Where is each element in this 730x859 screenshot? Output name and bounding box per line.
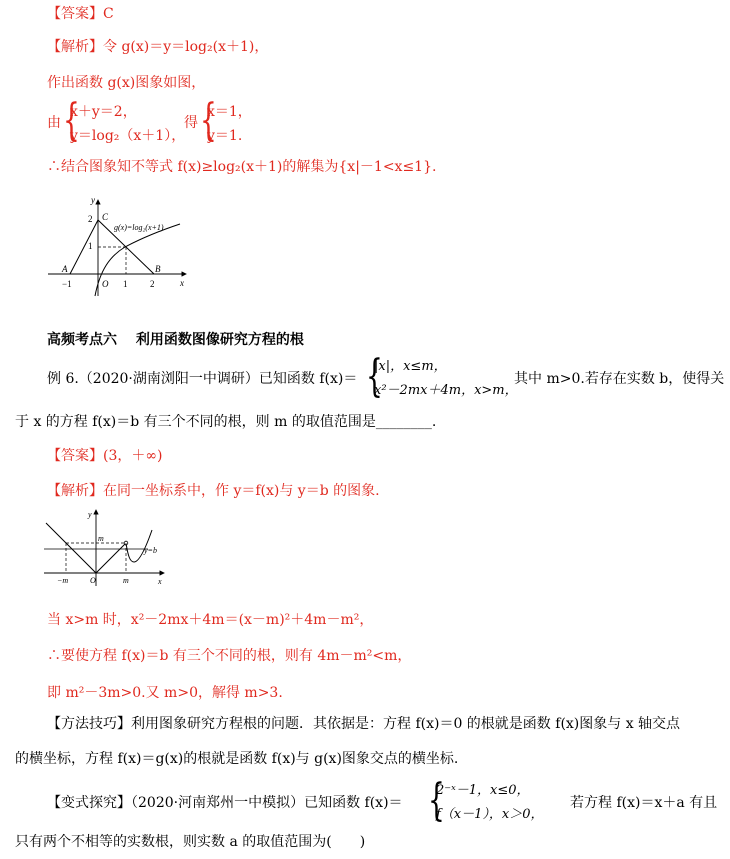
- example-line2: 于 x 的方程 f(x)＝b 有三个不同的根，则 m 的取值范围是________.: [15, 414, 437, 430]
- variant-case2: f（x－1），x＞0，: [436, 807, 544, 822]
- system1-line1: x＋y＝2，: [70, 104, 137, 120]
- y-axis-label: y: [91, 195, 95, 205]
- tick-y-2: 2: [88, 214, 93, 224]
- abs-graph: [46, 523, 126, 573]
- analysis-text-2: 在同一坐标系中，作 y＝f(x)与 y＝b 的图象.: [103, 483, 380, 499]
- analysis-text: 令 g(x)＝y＝log₂(x＋1)，: [103, 39, 269, 55]
- graph-piecewise: [40, 506, 170, 588]
- analysis-line-1: [47, 38, 268, 56]
- variant-line2: 只有两个不相等的实数根，则实数 a 的取值范围为( ): [15, 834, 366, 850]
- answer-line-2: 【答案】(3，＋∞): [47, 448, 163, 464]
- variant-suffix: 若方程 f(x)＝x＋a 有且: [570, 795, 718, 811]
- block3-line3: 即 m²－3m>0.又 m>0，解得 m>3.: [47, 685, 283, 701]
- method-line1: 【方法技巧】利用图象研究方程根的问题．其依据是：方程 f(x)＝0 的根就是函数 f(x)图象与 x 轴交点: [47, 716, 681, 732]
- label-C: C: [102, 212, 109, 222]
- label-O: O: [102, 279, 109, 289]
- label-m: m: [123, 576, 129, 585]
- label-O-2: O: [90, 576, 96, 585]
- system2-line1: x＝1，: [207, 104, 252, 120]
- block3-line2: ∴要使方程 f(x)＝b 有三个不同的根，则有 4m－m²<m，: [47, 648, 412, 664]
- tick-x-neg1: −1: [62, 279, 72, 289]
- analysis-line-2: [47, 482, 380, 500]
- block3-line1: 当 x>m 时，x²－2mx＋4m＝(x－m)²＋4m－m²，: [47, 612, 374, 628]
- answer-line-1: 【答案】C: [47, 6, 114, 22]
- system2-line2: y＝1.: [207, 128, 243, 144]
- graph-log-function: [40, 190, 200, 300]
- example-case2: x²－2mx＋4m，x>m，: [374, 383, 518, 398]
- draw-text: 作出函数 g(x)图象如图，: [47, 75, 206, 91]
- system1-line2: y＝log₂（x＋1），: [70, 128, 186, 144]
- from-label: 由: [47, 115, 61, 131]
- x-axis-label: x: [180, 278, 184, 288]
- line-label-yb: y=b: [144, 546, 157, 555]
- curve-label: g(x)=log₂(x+1): [114, 223, 164, 232]
- tick-x-1: 1: [123, 279, 128, 289]
- variant-brace: {: [428, 775, 445, 826]
- tick-x-2: 2: [150, 279, 155, 289]
- variant-prefix: 【变式探究】（2020·河南郑州一中模拟）已知函数 f(x)＝: [47, 795, 403, 811]
- variant-case1: 2⁻ˣ－1，x≤0，: [436, 783, 530, 798]
- section-title: 高频考点六 利用函数图像研究方程的根: [47, 332, 304, 348]
- get-label: 得: [184, 115, 198, 131]
- x-axis-label-2: x: [158, 577, 162, 586]
- conclusion-1: ∴结合图象知不等式 f(x)≥log₂(x＋1)的解集为{x|－1<x≤1}.: [47, 159, 437, 175]
- method-line2: 的横坐标，方程 f(x)＝g(x)的根就是函数 f(x)与 g(x)图象交点的横坐标.: [15, 751, 459, 767]
- example-suffix: 其中 m>0.若存在实数 b，使得关: [514, 371, 725, 387]
- tick-y-1: 1: [88, 241, 93, 251]
- label-m-top: m: [98, 534, 104, 543]
- example-prefix: 例 6.（2020·湖南浏阳一中调研）已知函数 f(x)＝: [47, 371, 358, 387]
- example-brace: {: [366, 351, 383, 402]
- brace-1: {: [63, 95, 80, 146]
- label-B: B: [155, 264, 161, 274]
- y-axis-label-2: y: [88, 510, 92, 519]
- label-A: A: [62, 264, 68, 274]
- analysis-tag-2: 【解析】: [47, 483, 103, 499]
- example-case1: |x|，x≤m，: [374, 359, 447, 374]
- label-negm: −m: [57, 576, 69, 585]
- brace-2: {: [200, 95, 217, 146]
- analysis-tag: 【解析】: [47, 39, 103, 55]
